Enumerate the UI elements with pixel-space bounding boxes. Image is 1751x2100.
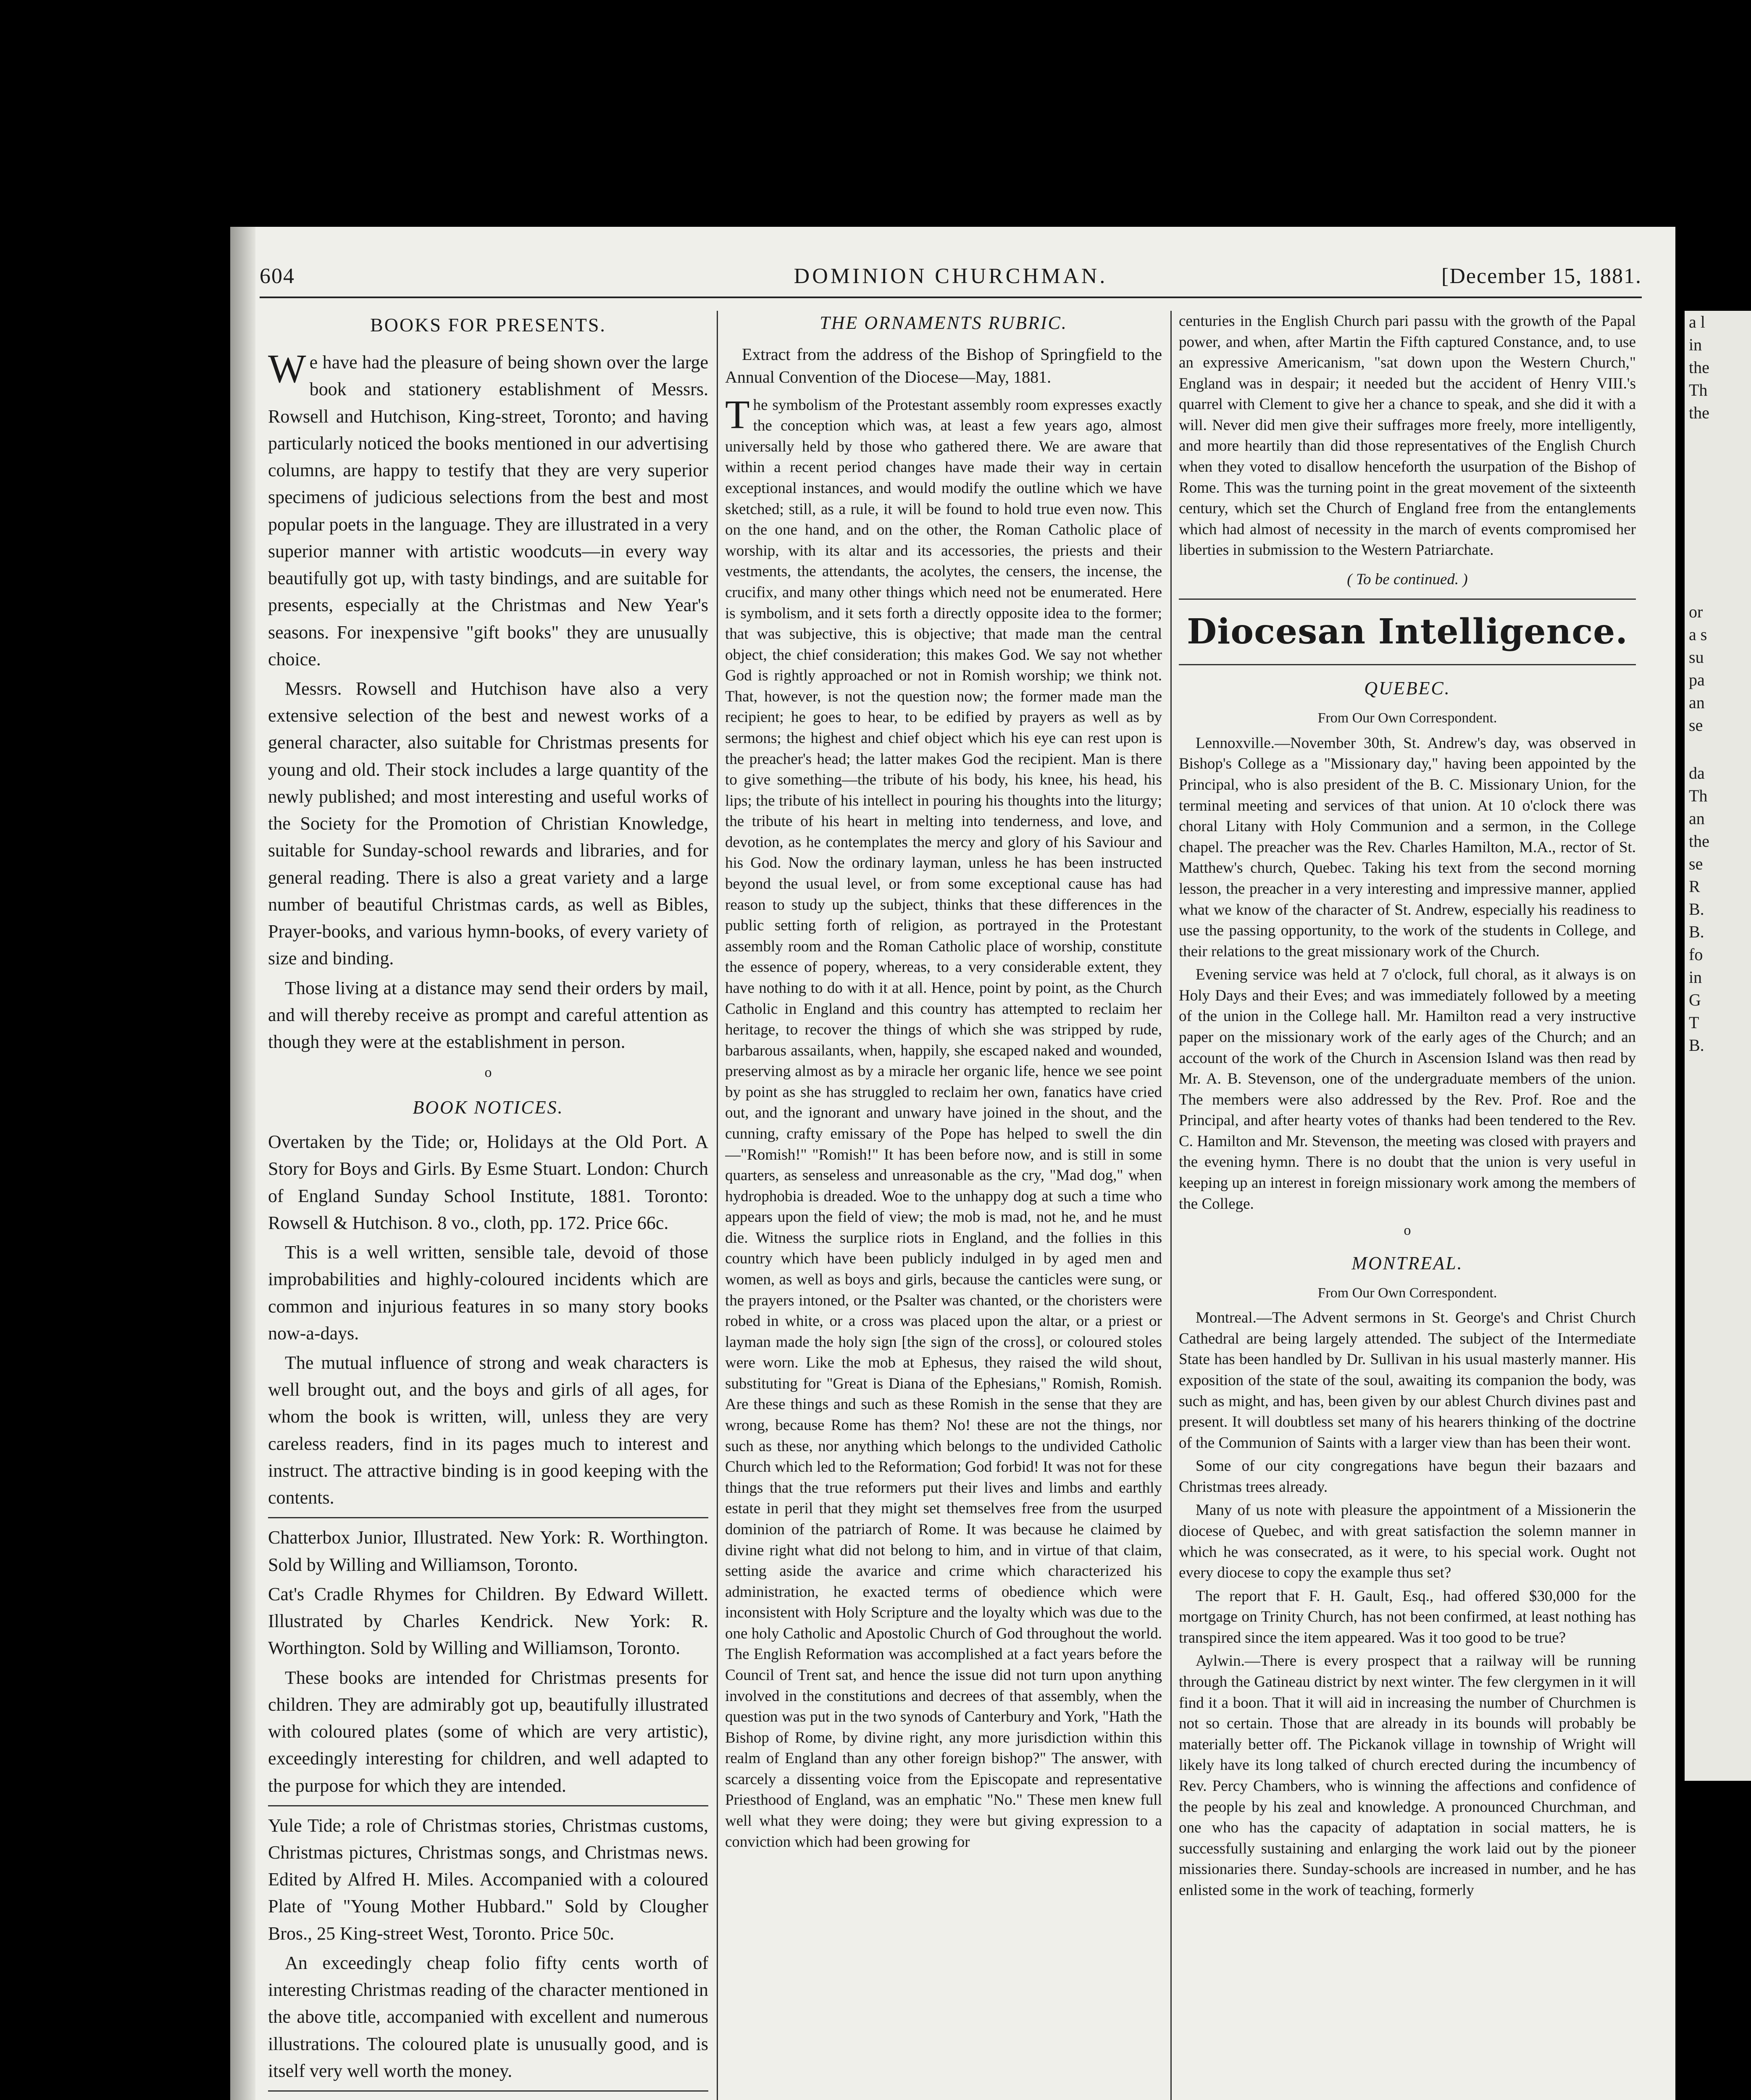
fragment-line: the: [1689, 403, 1709, 422]
fragment-line: the: [1689, 832, 1709, 850]
book-notice-overtaken-review-1: This is a well written, sensible tale, devoid of those improbabilities and highly-coloured incidents which are common and injurious features in so many story books now-a-days.: [268, 1242, 708, 1344]
page-header: [260, 264, 1642, 293]
separator: o: [484, 1065, 492, 1081]
montreal-paragraph-2: Some of our city congregations have begun their bazaars and Christmas trees already.: [1179, 1457, 1636, 1496]
extract-note: Extract from the address of the Bishop of Springfield to the Annual Convention of the Diocese—May, 1881.: [725, 344, 1162, 387]
book-notice-overtaken: Overtaken by the Tide; or, Holidays at the Old Port. A Story for Boys and Girls. By Esme Stuart. London: Church of England Sunday School Institute, 1881. Toronto: Rowsell & Hutchison. 8 vo., cloth, pp. 172. Price 66c.: [268, 1131, 708, 1233]
notice-rule: [268, 2090, 708, 2092]
correspondent-line: From Our Own Correspondent.: [1317, 710, 1497, 726]
books-paragraph-3: Those living at a distance may send their orders by mail, and will thereby receive as prompt and careful attention as though they were at the establishment in person.: [268, 977, 708, 1053]
fragment-line: in: [1689, 968, 1702, 987]
heading-book-notices: BOOK NOTICES.: [413, 1097, 564, 1118]
column-middle: [725, 311, 1162, 2100]
newspaper-page: [230, 227, 1675, 2100]
column-divider: [1170, 311, 1172, 2100]
correspondent-line: From Our Own Correspondent.: [1317, 1285, 1497, 1301]
separator: o: [1404, 1223, 1411, 1239]
notice-rule: [268, 1517, 708, 1518]
aylwin-paragraph: Aylwin.—There is every prospect that a railway will be running through the Gatineau district by next winter. The few clergymen in it will find it a boon. That it will aid in increasing the number of Churchmen is not so certain. Those that are already in its bounds will probably be materially better off. The Pickanok village in township of Wright will likely have its long talked of church erected during the incumbency of Rev. Percy Chambers, who is winning the affections and confidence of the people by his zeal and knowledge. A pronounced Churchman, and one who has the capacity of adaptation in social matters, he is successfully sustaining and enlarging the work laid out by the pioneer missionaries there. Sunday-schools are increased in number, and he has enlisted some in the work of teaching, formerly: [1179, 1652, 1636, 1899]
fragment-line: R: [1689, 877, 1700, 896]
book-notice-chatterbox: Chatterbox Junior, Illustrated. New York: R. Worthington. Sold by Willing and Williamson, Toronto.: [268, 1527, 708, 1575]
fragment-line: a l: [1689, 312, 1705, 331]
fragment-line: a s: [1689, 625, 1707, 644]
book-notice-yule-tide: Yule Tide; a role of Christmas stories, Christmas customs, Christmas pictures, Christmas songs, and Christmas news. Edited by Alfred H. Miles. Accompanied with a coloured Plate of "Young Mother Hubbard." Sold by Clougher Bros., 25 King-street West, Toronto. Price 50c.: [268, 1815, 708, 1944]
to-be-continued: ( To be continued. ): [1347, 570, 1468, 588]
fragment-line: Th: [1689, 786, 1708, 805]
fragment-line: in: [1689, 335, 1702, 354]
fragment-line: fo: [1689, 945, 1703, 964]
fragment-line: Th: [1689, 381, 1708, 399]
subscriber-note: [268, 2097, 708, 2100]
quebec-paragraph-2: Evening service was held at 7 o'clock, full choral, as it always is on Holy Days and their Eves; and was immediately followed by a meeting of the union in the College hall. Mr. Hamilton read a very instructive paper on the missionary work of the early ages of the Church; and an account of the work of the Church in Ascension Island was then read by Mr. A. B. Stevenson, one of the undergraduate members of the union. The members were also addressed by the Rev. Prof. Roe and the Principal, and after hearty votes of thanks had been tendered to the Rev. C. Hamilton and Mr. Stevenson, the meeting was closed with prayers and the evening hymn. There is no doubt that the union is very useful in keeping up an interest in foreign missionary work among the members of the College.: [1179, 966, 1636, 1213]
heading-ornaments-rubric: THE ORNAMENTS RUBRIC.: [820, 312, 1067, 333]
fragment-line: the: [1689, 358, 1709, 377]
fragment-line: se: [1689, 716, 1703, 735]
fragment-line: an: [1689, 809, 1705, 828]
fragment-line: B.: [1689, 922, 1704, 941]
issue-date: [December 15, 1881.: [1441, 264, 1642, 288]
header-rule: [260, 297, 1642, 298]
adjacent-page-fragment: [1685, 311, 1751, 1781]
section-rule: [1179, 664, 1636, 665]
fragment-line: G: [1689, 990, 1701, 1009]
column-divider: [717, 311, 718, 2100]
quebec-paragraph-1: Lennoxville.—November 30th, St. Andrew's day, was observed in Bishop's College as a "Missionary day," having been appointed by the Principal, who is also president of the B. C. Missionary Union, for the terminal meeting and services of that union. At 10 o'clock there was choral Litany with Holy Communion and a sermon, in the College chapel. The preacher was the Rev. Charles Hamilton, M.A., rector of St. Matthew's church, Quebec. Taking his text from the second morning lesson, the preacher in a very interesting and impressive manner, applied what we know of the character of St. Andrew, especially his readiness to use the passing opportunity, to the work of the students in College, and their relations to the great missionary work of the Church.: [1179, 734, 1636, 960]
fragment-line: or: [1689, 602, 1703, 621]
fragment-line: T: [1689, 1013, 1699, 1032]
montreal-paragraph-1: Montreal.—The Advent sermons in St. George's and Christ Church Cathedral are being largely attended. The subject of the Intermediate State has been handled by Dr. Sullivan in his usual masterly manner. His exposition of the state of the soul, awaiting its companion the body, was such as might, and has, been given by our ablest Church divines past and present. It will doubtless set many of his hearers thinking of the doctrine of the Communion of Saints with a larger view than has been their wont.: [1179, 1309, 1636, 1452]
section-rule: [1179, 598, 1636, 600]
book-notice-yule-tide-review: An exceedingly cheap folio fifty cents worth of interesting Christmas reading of the character mentioned in the above title, accompanied with excellent and numerous illustrations. The coloured plate is unusually good, and is itself very well worth the money.: [268, 1952, 708, 2081]
book-notice-overtaken-review-2: The mutual influence of strong and weak characters is well brought out, and the boys and girls of all ages, for whom the book is written, will, unless they are very careless readers, find in its pages much to interest and instruct. The attractive binding is in good keeping with the contents.: [268, 1352, 708, 1508]
fragment-line: se: [1689, 854, 1703, 873]
heading-quebec: QUEBEC.: [1364, 678, 1451, 699]
heading-books-for-presents: BOOKS FOR PRESENTS.: [370, 314, 606, 336]
ornaments-rubric-continuation: centuries in the English Church pari passu with the growth of the Papal power, and when, after Martin the Fifth captured Constance, and, to use an expressive Americanism, "sat down upon the Western Church," England was in despair; it needed but the accident of Henry VIII.'s quarrel with Clement to give her a chance to speak, and she did it with a will. Never did men give their suffrages more freely, more intelligently, and more heartily than did those representatives of the English Church when they voted to disallow henceforth the usurpation of the Bishop of Rome. This was the turning point in the great movement of the sixteenth century, which set the Church of England free from the entanglements which had almost of necessity in the march of events compromised her liberties in submission to the Western Patriarchate.: [1179, 312, 1636, 559]
diocesan-intelligence-title: Diocesan Intelligence.: [1187, 611, 1628, 652]
heading-montreal: MONTREAL.: [1351, 1252, 1463, 1273]
fragment-line: B.: [1689, 900, 1704, 919]
fragment-line: an: [1689, 693, 1705, 712]
journal-title: DOMINION CHURCHMAN.: [794, 264, 1108, 288]
column-right: [1179, 311, 1636, 2100]
page-number: 604: [260, 264, 295, 288]
books-paragraph-2: Messrs. Rowsell and Hutchison have also a very extensive selection of the best and newest works of a general character, also suitable for Christmas presents for young and old. Their stock includes a large quantity of the newly published; and most interesting and useful works of the Society for the Promotion of Christian Knowledge, suitable for Sunday-school rewards and libraries, and for general reading. There is also a great variety and a large number of beautiful Christmas cards, as well as Bibles, Prayer-books, and various hymn-books, of every variety of size and binding.: [268, 678, 708, 969]
notice-rule: [268, 1805, 708, 1806]
book-notice-cats-cradle: Cat's Cradle Rhymes for Children. By Edward Willett. Illustrated by Charles Kendrick. New York: R. Worthington. Sold by Willing and Williamson, Toronto.: [268, 1583, 708, 1659]
book-notice-cats-cradle-review: These books are intended for Christmas presents for children. They are admirably got up, beautifully illustrated with coloured plates (some of which are very artistic), exceedingly interesting for children, and well adapted to the purpose for which they are intended.: [268, 1667, 708, 1796]
montreal-paragraph-4: The report that F. H. Gault, Esq., had offered $30,000 for the mortgage on Trinity Church, has not been confirmed, at least nothing has transpired since the item appeared. Was it too good to be true?: [1179, 1587, 1636, 1646]
binding-gutter: [230, 227, 255, 2100]
fragment-line: su: [1689, 648, 1704, 667]
books-paragraph-1: We have had the pleasure of being shown over the large book and stationery establishment of Messrs. Rowsell and Hutchison, King-street, Toronto; and having particularly noticed the books mentioned in our advertising columns, are happy to testify that they are very superior specimens of judicious selections from the best and most popular poets in the language. They are illustrated in a very superior manner with artistic woodcuts—in every way beautifully got up, with tasty bindings, and are suitable for presents, especially at the Christmas and New Year's seasons. For inexpensive "gift books" they are unusually choice.: [268, 346, 708, 669]
montreal-paragraph-3: Many of us note with pleasure the appointment of a Missionerin the diocese of Quebec, and with great satisfaction the solemn manner in which he was consecrated, as it were, to his special work. Ought not every diocese to copy the example thus set?: [1179, 1502, 1636, 1582]
fragment-line: pa: [1689, 670, 1705, 689]
fragment-line: B.: [1689, 1036, 1704, 1055]
column-left: [268, 311, 708, 2100]
ornaments-rubric-body: The symbolism of the Protestant assembly room expresses exactly the conception which was, at least a few years ago, almost universally held by those who gathered there. We are aware that within a recent period changes have made their way in certain exceptional instances, and would modify the outline which we have sketched; still, as a rule, it will be found to hold true even now. This on the one hand, and on the other, the Roman Catholic place of worship, with its altar and its accessories, the priests and their vestments, the attendants, the acolytes, the censers, the incense, the crucifix, and many other things which need not be enumerated. Here is symbolism, and it sets forth a directly opposite idea to the former; that was subjective, this is objective; that made man the central object, the chief consideration; this makes God. We say not whether God is rightly approached or not in Romish worship; we think not. That, however, is not the question now; the former made man the recipient; he goes to hear, to be edified by prayers as well as by sermons; the highest and chief object which his eye can rest upon is the preacher's head; the latter makes God the recipient. Man is there to give something—the tribute of his body, his knee, his head, his lips; the tribute of his intellect in pouring his thoughts into the liturgy; the tribute of his heart in melting into tenderness, and love, and devotion, as he contemplates the mercy and glory of his Saviour and his God. Now the ordinary layman, unless he has been instructed beyond the usual level, or from some exceptional cause has had reason to study up the subject, thinks that these differences in the public setting forth of religion, as portrayed in the Protestant assembly room and the Roman Catholic place of worship, constitute the essence of popery, whereas, to a very considerable extent, they have nothing to do with it at all. Hence, point by point, as the Church Catholic in England and this country has attempted to reclaim her heritage, to recover the things of which she was stripped by rude, barbarous assailants, when, happily, she escaped naked and wounded, preserving almost as by a miracle her organic life, hence we see point by point as she has struggled to reclaim her own, fanatics have cried out, and the ignorant and unwary have joined in the shout, and the cunning, crafty emissary of the Pope has helped to swell the din—"Romish!" "Romish!" It has been before now, and is still in some quarters, as senseless and unreasonable as the cry, "Mad dog," when hydrophobia is dreaded. Woe to the unhappy dog at such a time who appears upon the field of view; the mob is mad, not he, and he must die. Witness the surplice riots in England, and the follies in this country which have been publicly indulged in by aged men and women, as well as boys and girls, because the canticles were sung, or the prayers intoned, or the Psalter was chanted, or the choristers were robed in white, or a cross was placed upon the altar, or a priest or layman made the holy sign [the sign of the cross], or coloured stoles were worn. Like the mob at Ephesus, they raised the wild shout, substituting for "Great is Diana of the Ephesians," Romish, Romish. Are these things and such as these Romish in the sense that they are wrong, because Rome has them? No! these are not the things, nor such as these, nor anything which belongs to the undivided Catholic Church which led to the Reformation; God forbid! It was not for these things that the true reformers put their lives and limbs and earthly estate in peril that they might set themselves free from the usurped dominion of the patriarch of Rome. It was because he claimed by divine right what did not belong to him, and in virtue of that claim, setting aside the avarice and crime which characterized his administration, he exacted terms of obedience which were inconsistent with Holy Scripture and the loyalty which was due to the one holy Catholic and Apostolic Church of God throughout the world. The English Reformation was accomplished at a fact years before the Council of Trent sat, and hence the issue did not turn upon anything involved in the constitutions and decrees of that assembly, when the question was put in the two synods of Canterbury and York, "Hath the Bishop of Rome, by divine right, any more jurisdiction within this realm of England than any other foreign bishop?" The answer, with scarcely a dissenting voice from the Episcopate and representative Priesthood of England, was an emphatic "No." These men knew full well what they were doing; they were but giving expression to a conviction which had been growing for: [725, 391, 1162, 1851]
fragment-line: da: [1689, 764, 1705, 782]
